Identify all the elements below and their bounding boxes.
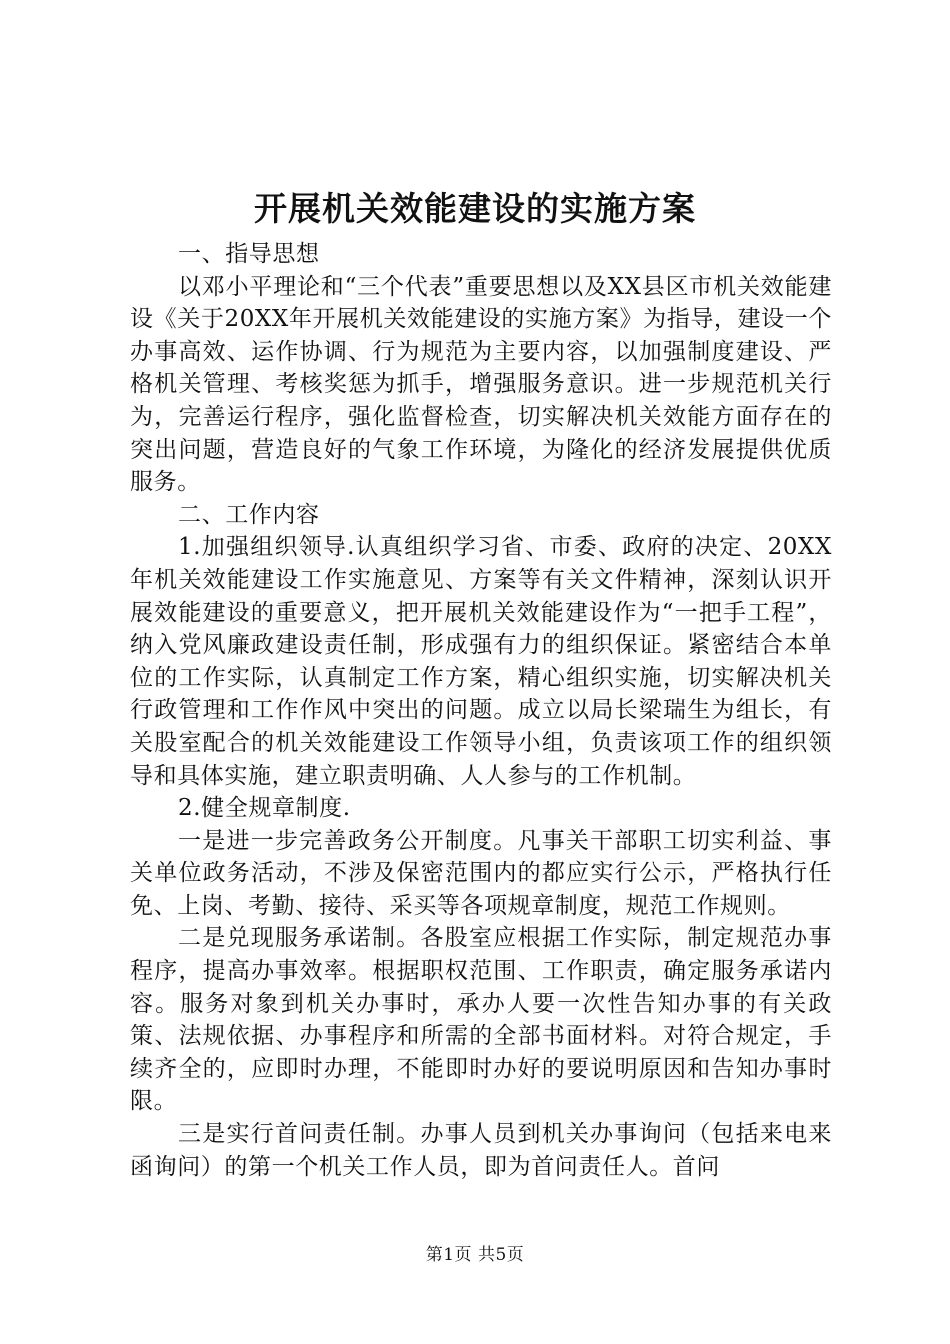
paragraph: 二是兑现服务承诺制。各股室应根据工作实际，制定规范办事程序，提高办事效率。根据职权范围、工作职责，确定服务承诺内容。服务对象到机关办事时，承办人要一次性告知办事的有关政策、法规依据、办事程序和所需的全部书面材料。对符合规定，手续齐全的，应即时办理，不能即时办好的要说明原因和告知办事时限。 (130, 925, 832, 1115)
document-body (130, 238, 832, 1183)
paragraph: 以邓小平理论和“三个代表”重要思想以及XX县区市机关效能建设《关于20XX年开展机关效能建设的实施方案》为指导，建设一个办事高效、运作协调、行为规范为主要内容，以加强制度建设、严格机关管理、考核奖惩为抓手，增强服务意识。进一步规范机关行为，完善运行程序，强化监督检查，切实解决机关效能方面存在的突出问题，营造良好的气象工作环境，为隆化的经济发展提供优质服务。 (130, 273, 832, 496)
section-heading: 一、指导思想 (178, 241, 320, 267)
subsection-heading: 2.健全规章制度. (178, 795, 351, 822)
document-title: 开展机关效能建设的实施方案 (254, 189, 696, 228)
page-footer: 第1页 共5页 (425, 1245, 525, 1265)
paragraph: 一是进一步完善政务公开制度。凡事关干部职工切实利益、事关单位政务活动，不涉及保密范围内的都应实行公示，严格执行任免、上岗、考勤、接待、采买等各项规章制度，规范工作规则。 (130, 827, 832, 919)
section-heading: 二、工作内容 (178, 501, 320, 528)
paragraph: 三是实行首问责任制。办事人员到机关办事询问（包括来电来函询问）的第一个机关工作人员，即为首问责任人。首问 (130, 1121, 832, 1180)
paragraph: 1.加强组织领导.认真组织学习省、市委、政府的决定、20XX年机关效能建设工作实施意见、方案等有关文件精神，深刻认识开展效能建设的重要意义，把开展机关效能建设作为“一把手工程”，纳入党风廉政建设责任制，形成强有力的组织保证。紧密结合本单位的工作实际，认真制定工作方案，精心组织实施，切实解决机关行政管理和工作作风中突出的问题。成立以局长梁瑞生为组长，有关股室配合的机关效能建设工作领导小组，负责该项工作的组织领导和具体实施，建立职责明确、人人参与的工作机制。 (130, 534, 832, 789)
